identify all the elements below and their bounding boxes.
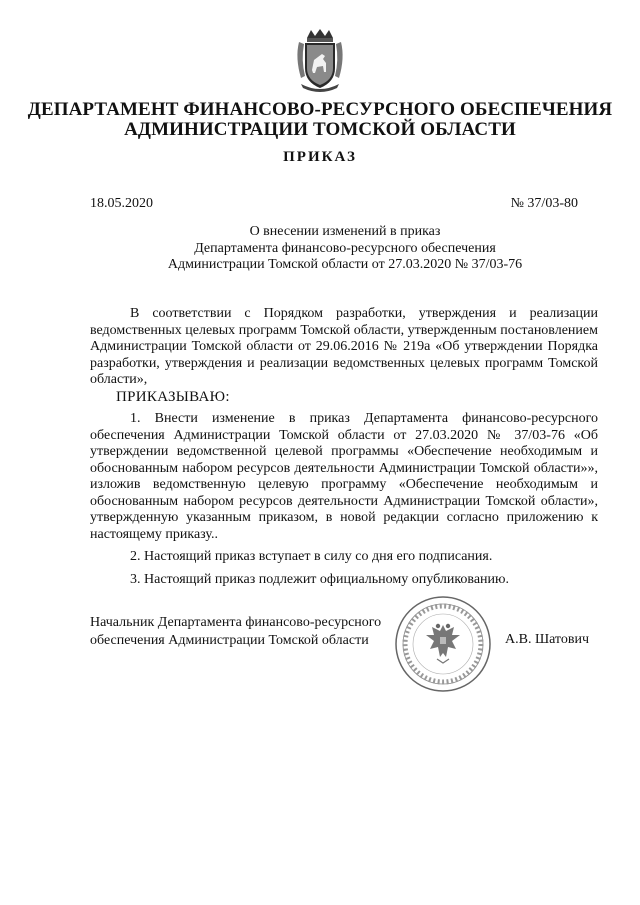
organization-name xyxy=(0,100,640,140)
document-subject xyxy=(150,224,540,274)
subject-line-2: Департамента финансово-ресурсного обеспечения xyxy=(194,240,496,256)
tomsk-oblast-coat-of-arms-icon xyxy=(293,28,347,92)
order-word: ПРИКАЗЫВАЮ: xyxy=(116,388,230,405)
preamble-paragraph: В соответствии с Порядком разработки, утверждения и реализации ведомственных целевых программ Томской области, утвержденным постановлением Администрации Томской области от 29.06.2016 № 219а «Об утверждении Порядка разработки, утверждения и реализации ведомственных целевых программ Томской области», xyxy=(90,306,598,387)
document-number: № 37/03-80 xyxy=(510,196,578,211)
order-item-2: 2. Настоящий приказ вступает в силу со дня его подписания. xyxy=(130,549,493,564)
org-line-1: ДЕПАРТАМЕНТ ФИНАНСОВО-РЕСУРСНОГО ОБЕСПЕЧЕНИЯ xyxy=(27,99,613,120)
order-item-1: 1. Внести изменение в приказ Департамента финансово-ресурсного обеспечения Администрации Томской области от 27.03.2020 № 37/03-76 «Об утверждении ведомственной целевой программы «Обеспечение необходимым и обоснованным набором ресурсов деятельности Администрации Томской области»», изложив ведомственную целевую программу «Обеспечение необходимым и обоснованным набором ресурсов деятельности Администрации Томской области», утвержденную указанным приказом, в новой редакции согласно приложению к настоящему приказу.. xyxy=(90,411,598,542)
document-date: 18.05.2020 xyxy=(90,196,153,211)
signatory-position-line-2: обеспечения Администрации Томской области xyxy=(90,633,369,648)
signatory-position xyxy=(90,614,390,650)
subject-line-1: О внесении изменений в приказ xyxy=(249,224,441,239)
order-item-3: 3. Настоящий приказ подлежит официальному опубликованию. xyxy=(130,571,509,587)
document-body xyxy=(90,306,598,588)
subject-line-3: Администрации Томской области от 27.03.2020 № 37/03-76 xyxy=(167,257,523,272)
signatory-position-line-1: Начальник Департамента финансово-ресурсного xyxy=(90,615,382,630)
org-line-2: АДМИНИСТРАЦИИ ТОМСКОЙ ОБЛАСТИ xyxy=(124,119,516,140)
russian-eagle-seal-icon xyxy=(394,595,492,693)
signatory-name: А.В. Шатович xyxy=(505,632,589,647)
document-type: ПРИКАЗ xyxy=(283,149,357,165)
